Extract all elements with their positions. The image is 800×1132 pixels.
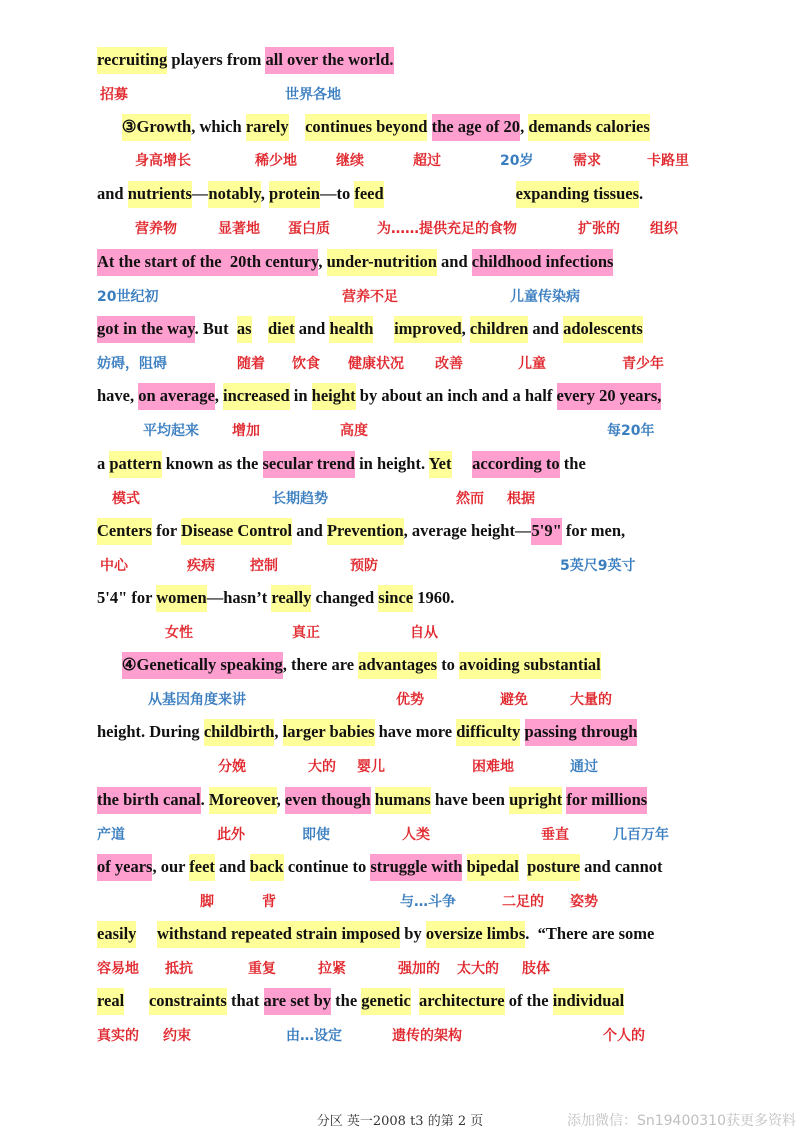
chinese-gloss: 姿势: [570, 894, 598, 910]
text-segment: [384, 184, 516, 203]
text-segment: height. During: [97, 722, 204, 741]
text-segment: —hasn’t: [206, 588, 272, 607]
text-line: [97, 452, 586, 476]
highlighted-term: easily: [97, 921, 136, 948]
highlighted-term: of years: [97, 854, 152, 881]
text-line: [97, 989, 624, 1013]
text-segment: continue to: [283, 857, 371, 876]
highlighted-term: passing through: [525, 719, 638, 746]
highlighted-term: upright: [509, 787, 562, 814]
chinese-gloss: 长期趋势: [272, 491, 328, 507]
chinese-gloss: 拉紧: [318, 961, 346, 977]
highlighted-term: really: [271, 585, 311, 612]
highlighted-term: even though: [285, 787, 371, 814]
chinese-gloss: 抵抗: [165, 961, 193, 977]
highlighted-term: increased: [223, 383, 290, 410]
highlighted-term: on average: [138, 383, 215, 410]
text-segment: [427, 117, 431, 136]
text-segment: known as the: [161, 454, 263, 473]
text-line: [97, 720, 637, 744]
highlighted-term: as: [237, 316, 252, 343]
text-segment: in: [289, 386, 312, 405]
highlighted-term: Centers: [97, 518, 152, 545]
highlighted-term: struggle with: [370, 854, 462, 881]
text-segment: by about an inch and a half: [355, 386, 557, 405]
chinese-gloss: 重复: [248, 961, 276, 977]
chinese-gloss: 即使: [302, 827, 330, 843]
highlighted-term: rarely: [246, 114, 289, 141]
highlighted-term: adolescents: [563, 316, 643, 343]
text-segment: to: [437, 655, 460, 674]
text-segment: . But: [194, 319, 237, 338]
chinese-gloss: 饮食: [292, 356, 320, 372]
chinese-gloss: 垂直: [541, 827, 569, 843]
highlighted-term: avoiding substantial: [459, 652, 601, 679]
text-segment: and: [436, 252, 472, 271]
chinese-gloss: 儿童: [518, 356, 546, 372]
chinese-gloss: 优势: [396, 692, 424, 708]
chinese-gloss: 太大的: [457, 961, 499, 977]
text-line: [97, 317, 643, 341]
highlighted-term: are set by: [264, 988, 332, 1015]
chinese-gloss: 平均起来: [143, 423, 199, 439]
text-segment: 1960.: [413, 588, 455, 607]
chinese-gloss: 稀少地: [255, 153, 297, 169]
text-segment: ,: [260, 184, 269, 203]
highlighted-term: under-nutrition: [327, 249, 437, 276]
text-segment: and: [214, 857, 250, 876]
text-line: [97, 115, 650, 139]
text-segment: [124, 991, 149, 1010]
chinese-gloss: 然而: [456, 491, 484, 507]
chinese-gloss: 女性: [165, 625, 193, 641]
chinese-gloss: 营养物: [135, 221, 177, 237]
chinese-gloss: 20岁: [500, 153, 534, 169]
text-segment: , there are: [282, 655, 359, 674]
text-line: [97, 788, 647, 812]
chinese-gloss: 疾病: [187, 558, 215, 574]
chinese-gloss: 容易地: [97, 961, 139, 977]
chinese-gloss: 继续: [336, 153, 364, 169]
chinese-gloss: 中心: [100, 558, 128, 574]
text-segment: and: [294, 319, 330, 338]
chinese-gloss: 扩张的: [578, 221, 620, 237]
chinese-gloss: 婴儿: [357, 759, 385, 775]
text-line: [97, 250, 613, 274]
text-segment: .: [639, 184, 644, 203]
highlighted-term: health: [329, 316, 373, 343]
text-segment: , our: [152, 857, 190, 876]
text-segment: [411, 991, 419, 1010]
chinese-gloss: 通过: [570, 759, 598, 775]
chinese-gloss: 强加的: [398, 961, 440, 977]
highlighted-term: childhood infections: [472, 249, 614, 276]
text-segment: , which: [191, 117, 246, 136]
chinese-gloss: 超过: [413, 153, 441, 169]
text-line: [97, 653, 601, 677]
text-segment: of the: [504, 991, 553, 1010]
text-line: [97, 182, 643, 206]
highlighted-term: architecture: [419, 988, 505, 1015]
text-segment: ,: [214, 386, 224, 405]
highlighted-term: feet: [189, 854, 215, 881]
highlighted-term: Yet: [429, 451, 452, 478]
text-segment: [519, 857, 527, 876]
highlighted-term: At the start of the 20th century: [97, 249, 318, 276]
chinese-gloss: 控制: [250, 558, 278, 574]
highlighted-term: Moreover: [209, 787, 277, 814]
text-segment: have more: [374, 722, 457, 741]
text-segment: by: [400, 924, 426, 943]
chinese-gloss: 根据: [507, 491, 535, 507]
text-line: [97, 586, 454, 610]
chinese-gloss: 增加: [232, 423, 260, 439]
chinese-gloss: 随着: [237, 356, 265, 372]
chinese-gloss: 避免: [500, 692, 528, 708]
highlighted-term: 5'9": [531, 518, 561, 545]
chinese-gloss: 儿童传染病: [510, 289, 580, 305]
chinese-gloss: 真实的: [97, 1028, 139, 1044]
text-segment: [373, 319, 394, 338]
highlighted-term: protein: [269, 181, 320, 208]
chinese-gloss: 改善: [435, 356, 463, 372]
chinese-gloss: 需求: [573, 153, 601, 169]
text-line: [97, 855, 663, 879]
chinese-gloss: 身高增长: [135, 153, 191, 169]
text-segment: [97, 117, 122, 136]
text-segment: [252, 319, 269, 338]
highlighted-term: oversize limbs: [426, 921, 525, 948]
page-footer: 分区 英一2008 t3 的第 2 页: [316, 1114, 484, 1129]
chinese-gloss: 组织: [650, 221, 678, 237]
chinese-gloss: 分娩: [218, 759, 246, 775]
highlighted-term: got in the way: [97, 316, 195, 343]
highlighted-term: ③Growth: [122, 114, 192, 141]
chinese-gloss: 二足的: [502, 894, 544, 910]
chinese-gloss: 真正: [292, 625, 320, 641]
chinese-gloss: 青少年: [622, 356, 664, 372]
chinese-gloss: 几百万年: [613, 827, 669, 843]
chinese-gloss: 招募: [100, 87, 128, 103]
highlighted-term: height: [312, 383, 356, 410]
chinese-gloss: 为……提供充足的食物: [377, 221, 517, 237]
chinese-gloss: 困难地: [472, 759, 514, 775]
highlighted-term: women: [156, 585, 206, 612]
highlighted-term: Disease Control: [181, 518, 292, 545]
chinese-gloss: 世界各地: [285, 87, 341, 103]
highlighted-term: advantages: [358, 652, 437, 679]
chinese-gloss: 大的: [308, 759, 336, 775]
chinese-gloss: 20世纪初: [97, 289, 159, 305]
highlighted-term: since: [378, 585, 413, 612]
chinese-gloss: 从基因角度来讲: [148, 692, 246, 708]
text-segment: ,: [520, 117, 529, 136]
highlighted-term: notably: [208, 181, 260, 208]
chinese-gloss: 高度: [340, 423, 368, 439]
chinese-gloss: 由…设定: [286, 1028, 342, 1044]
text-segment: the: [331, 991, 362, 1010]
chinese-gloss: 约束: [163, 1028, 191, 1044]
chinese-gloss: 蛋白质: [288, 221, 330, 237]
highlighted-term: withstand repeated strain imposed: [157, 921, 400, 948]
chinese-gloss: 模式: [112, 491, 140, 507]
text-segment: [136, 924, 157, 943]
highlighted-term: genetic: [361, 988, 410, 1015]
text-segment: players from: [167, 50, 266, 69]
text-segment: the: [559, 454, 586, 473]
text-segment: —to: [319, 184, 355, 203]
chinese-gloss: 遗传的架构: [392, 1028, 462, 1044]
text-segment: , average height—: [403, 521, 532, 540]
highlighted-term: diet: [268, 316, 295, 343]
text-segment: [452, 454, 473, 473]
chinese-gloss: 妨碍，阻碍: [97, 356, 167, 372]
chinese-gloss: 人类: [402, 827, 430, 843]
text-segment: and: [528, 319, 564, 338]
highlighted-term: posture: [527, 854, 580, 881]
text-segment: and cannot: [580, 857, 663, 876]
text-segment: for men,: [561, 521, 626, 540]
highlighted-term: continues beyond: [305, 114, 427, 141]
highlighted-term: humans: [375, 787, 431, 814]
chinese-gloss: 大量的: [570, 692, 612, 708]
chinese-gloss: 自从: [410, 625, 438, 641]
text-segment: have,: [97, 386, 139, 405]
highlighted-term: real: [97, 988, 124, 1015]
highlighted-term: the age of 20: [432, 114, 520, 141]
watermark: 添加微信：Sn19400310获更多资料: [566, 1113, 796, 1129]
text-segment: —: [191, 184, 209, 203]
highlighted-term: pattern: [109, 451, 161, 478]
text-segment: ,: [461, 319, 470, 338]
text-segment: ,: [274, 722, 283, 741]
chinese-gloss: 产道: [97, 827, 125, 843]
text-segment: [462, 857, 466, 876]
text-segment: 5'4" for: [97, 588, 157, 607]
text-segment: [520, 722, 524, 741]
highlighted-term: all over the world.: [265, 47, 393, 74]
highlighted-term: larger babies: [283, 719, 375, 746]
text-segment: .: [200, 790, 209, 809]
chinese-gloss: 健康状况: [348, 356, 404, 372]
text-line: [97, 519, 625, 543]
highlighted-term: expanding tissues: [516, 181, 639, 208]
highlighted-term: feed: [354, 181, 383, 208]
highlighted-term: children: [470, 316, 528, 343]
highlighted-term: nutrients: [128, 181, 192, 208]
highlighted-term: individual: [553, 988, 625, 1015]
text-segment: in height.: [354, 454, 429, 473]
text-line: [97, 384, 661, 408]
text-segment: ,: [276, 790, 285, 809]
highlighted-term: constraints: [149, 988, 227, 1015]
text-segment: a: [97, 454, 110, 473]
text-segment: that: [226, 991, 264, 1010]
highlighted-term: ④Genetically speaking: [122, 652, 283, 679]
chinese-gloss: 此外: [217, 827, 245, 843]
highlighted-term: demands calories: [528, 114, 649, 141]
chinese-gloss: 5英尺9英寸: [560, 558, 636, 574]
highlighted-term: for millions: [566, 787, 647, 814]
highlighted-term: Prevention: [327, 518, 404, 545]
chinese-gloss: 卡路里: [647, 153, 689, 169]
chinese-gloss: 背: [262, 894, 276, 910]
text-segment: changed: [311, 588, 379, 607]
chinese-gloss: 脚: [200, 894, 214, 910]
chinese-gloss: 与…斗争: [400, 894, 456, 910]
highlighted-term: according to: [472, 451, 560, 478]
highlighted-term: recruiting: [97, 47, 167, 74]
highlighted-term: back: [250, 854, 284, 881]
chinese-gloss: 每20年: [607, 423, 655, 439]
highlighted-term: childbirth: [204, 719, 275, 746]
highlighted-term: improved: [394, 316, 462, 343]
text-segment: and: [97, 184, 128, 203]
text-segment: have been: [430, 790, 510, 809]
text-segment: for: [151, 521, 182, 540]
highlighted-term: secular trend: [263, 451, 355, 478]
chinese-gloss: 营养不足: [342, 289, 398, 305]
text-segment: [289, 117, 306, 136]
chinese-gloss: 肢体: [522, 961, 550, 977]
text-line: [97, 48, 394, 72]
text-segment: and: [292, 521, 327, 540]
highlighted-term: every 20 years,: [557, 383, 662, 410]
chinese-gloss: 预防: [350, 558, 378, 574]
text-segment: . “There are some: [525, 924, 655, 943]
highlighted-term: difficulty: [456, 719, 520, 746]
text-segment: ,: [318, 252, 327, 271]
chinese-gloss: 个人的: [603, 1028, 645, 1044]
text-segment: [97, 655, 122, 674]
highlighted-term: the birth canal: [97, 787, 201, 814]
chinese-gloss: 显著地: [218, 221, 260, 237]
highlighted-term: bipedal: [467, 854, 519, 881]
text-line: [97, 922, 654, 946]
